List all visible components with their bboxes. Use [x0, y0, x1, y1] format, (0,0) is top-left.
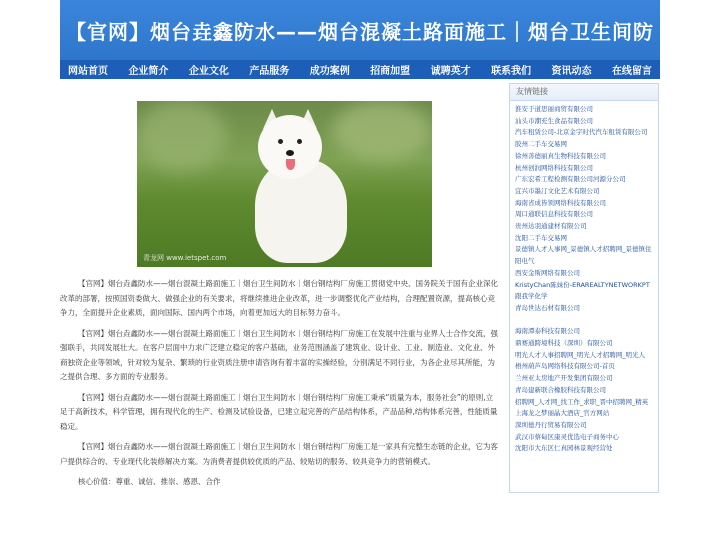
friend-link[interactable]: 明光人才人事招聘网_明光人才招聘网_明光人 [515, 350, 645, 359]
friend-link[interactable]: 西安金斯网络有限公司 [515, 268, 580, 277]
site-title: 【官网】烟台垚鑫防水——烟台混凝土路面施工｜烟台卫生间防 [66, 19, 654, 44]
photo-background-blur [332, 101, 432, 161]
friend-link[interactable]: 广东宏希工程检测有限公司河源分公司 [515, 175, 626, 184]
photo-background-blur [137, 101, 227, 171]
dog-photo [137, 101, 432, 267]
friend-link[interactable]: 鼎赛通跨境科技（深圳）有限公司 [515, 339, 613, 348]
friend-link[interactable]: 淮安于道思丽商贸有限公司 [515, 105, 593, 113]
friend-link[interactable]: 徐州善德丽真生物科技有限公司 [515, 151, 606, 160]
nav-company-intro[interactable]: 企业简介 [128, 66, 169, 77]
dog-tongue [286, 159, 295, 170]
friend-link[interactable]: 胶州二手车交易网 [515, 140, 567, 149]
friend-links-title: 友情链接 [510, 84, 658, 101]
dog-eye [278, 139, 283, 144]
friend-link[interactable]: 梧州葫芦岛网络科技有限公司-首页 [515, 362, 615, 371]
article-body [60, 277, 500, 496]
friend-link[interactable]: 汕头市潮充生食品有限公司 [515, 116, 593, 125]
friend-link[interactable]: KristyChan陈妹份-ERAREALTYNETWORKPT跟我学化学 [515, 280, 650, 301]
photo-watermark: 青龙网 www.ietspet.com [143, 254, 227, 262]
friend-link[interactable]: 兰州亚太房地产开发集团有限公司 [515, 374, 613, 383]
friend-link[interactable]: 沈阳市大东区仁真园林景观经营处 [515, 444, 613, 453]
friend-link[interactable]: 汽车租赁公司-北京金宇时代汽车租赁有限公司 [515, 128, 648, 137]
nav-careers[interactable]: 诚聘英才 [430, 66, 471, 77]
friend-link[interactable]: 青岛建新联合橡胶科技有限公司 [515, 385, 606, 394]
friend-link[interactable]: 景德镇人才人事网_景德镇人才招聘网_景德镇住阳电气 [515, 245, 652, 266]
article-paragraph: 【官网】烟台垚鑫防水——烟台混凝土路面施工｜烟台卫生间防水｜烟台钢结构厂房施工是一家具有完整生态链的企业，它为客户提供综合的、专业现代化装修解决方案。为消费者提供较优质的产品、较贴切的服务、较具竞争力的营销模式。 [60, 442, 498, 466]
friend-links-panel [509, 83, 659, 493]
friend-link[interactable]: 青岛世达石材有限公司 [515, 303, 580, 312]
friend-link[interactable]: 宜兴市墨汀文化艺术有限公司 [515, 186, 600, 195]
friend-links-list [510, 101, 658, 455]
friend-link[interactable]: 招聘网_人才网_找工作_求职_晋中招聘网_精英 [515, 397, 649, 406]
friend-link[interactable]: 海南省成皆领网络科技有限公司 [515, 198, 606, 207]
friend-link[interactable]: 贵州达羽通建材有限公司 [515, 222, 587, 231]
nav-success-cases[interactable]: 成功案例 [309, 66, 350, 77]
core-values: 核心价值：尊重、诚信、推崇、感恩、合作 [78, 477, 221, 486]
nav-news[interactable]: 资讯动态 [551, 66, 592, 77]
nav-franchise[interactable]: 招商加盟 [370, 66, 411, 77]
friend-link[interactable]: 海南潭泰科技有限公司 [515, 327, 580, 336]
article-paragraph: 【官网】烟台垚鑫防水——烟台混凝土路面施工｜烟台卫生间防水｜烟台钢结构厂房施工秉承“质量为本，服务社会”的原则,立足于高新技术，科学管理，拥有现代化的生产、检测及试验设备，已建立起完善的产品结构体系，产品品种,结构体系完善，性能质量稳定。 [60, 392, 498, 431]
dog-nose [286, 150, 294, 156]
friend-link[interactable]: 武汉市蔡甸区康灵优选电子商务中心 [515, 432, 619, 441]
nav-contact[interactable]: 联系我们 [491, 66, 532, 77]
friend-link[interactable]: 杭州创润网络科技有限公司 [515, 163, 593, 172]
nav-home[interactable]: 网站首页 [68, 66, 108, 77]
header-banner [60, 0, 660, 60]
friend-link[interactable]: 周口通联信息科技有限公司 [515, 210, 593, 219]
nav-message[interactable]: 在线留言 [611, 66, 652, 77]
main-content [60, 79, 500, 540]
list-spacer [515, 315, 654, 327]
main-nav [60, 60, 660, 79]
friend-link[interactable]: 上海龙之梦丽晶大酒店_官方网站 [515, 409, 610, 418]
dog-eye [297, 139, 302, 144]
nav-company-culture[interactable]: 企业文化 [188, 66, 229, 77]
friend-link[interactable]: 深圳德丹行贸易有限公司 [515, 420, 587, 429]
article-paragraph: 【官网】烟台垚鑫防水——烟台混凝土路面施工｜烟台卫生间防水｜烟台钢结构厂房施工贯彻党中央、国务院关于国有企业深化改革的部署，按照国资委做大、做强企业的有关要求，将继续推进企业改革，进一步调整优化产业结构，合理配置资源，提高核心竞争力，全面提升企业素质，面向国际、国内两个市场，向着更加远大的目标努力奋斗。 [60, 279, 498, 317]
nav-products-services[interactable]: 产品服务 [249, 66, 290, 77]
friend-link[interactable]: 沈阳二手车交易网 [515, 233, 567, 242]
article-paragraph: 【官网】烟台垚鑫防水——烟台混凝土路面施工｜烟台卫生间防水｜烟台钢结构厂房施工在发展中注重与业界人士合作交流，强强联手，共同发展壮大。在客户层面中力求广泛建立稳定的客户基础，业务范围涵盖了建筑业、设计业、工业、制造业、文化业、外商独资企业等领域，针对较为复杂、繁琐的行业资质注册申请咨询有着丰富的实操经验，分别满足不同行业，为各企业尽其所能，为之提供合理、多方面的专业服务。 [60, 328, 498, 381]
